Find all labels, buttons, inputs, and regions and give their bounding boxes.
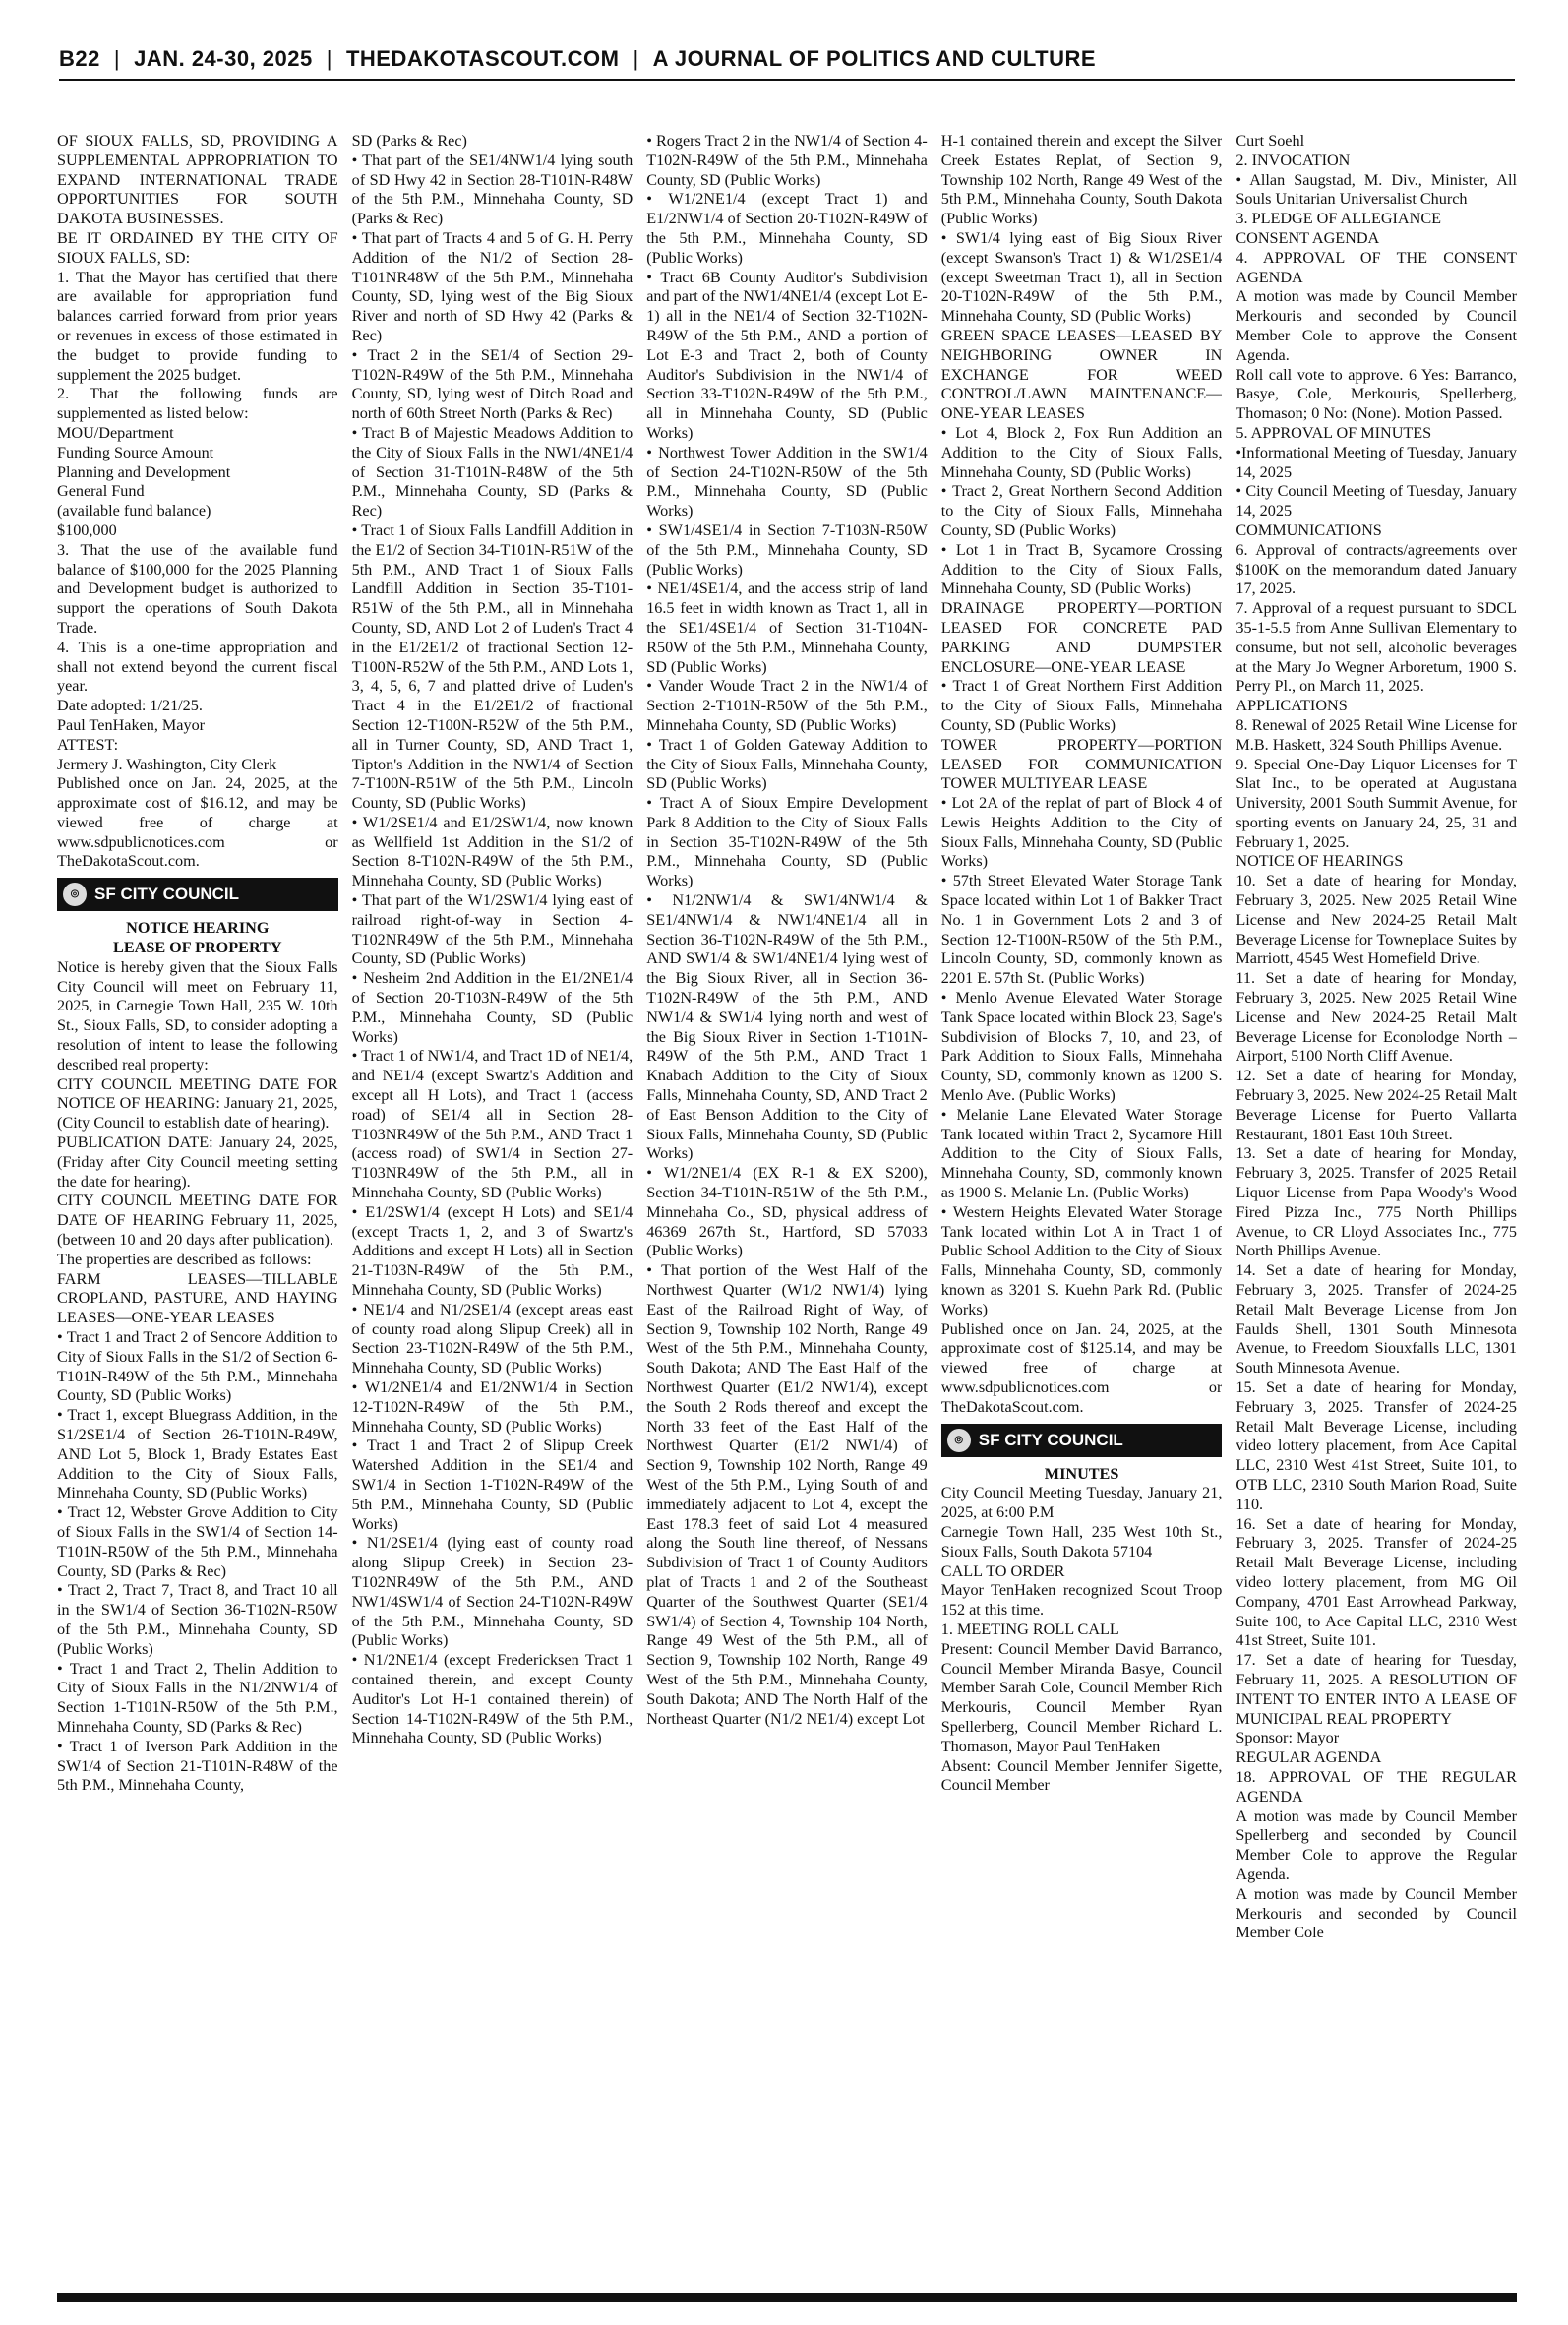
notice-paragraph: • Tract 2 in the SE1/4 of Section 29-T102N-R49W of the 5th P.M., Minnehaha County, SD, lying west of Ditch Road and north of 60th Street North (Parks & Rec) <box>351 345 633 423</box>
notice-paragraph: • Menlo Avenue Elevated Water Storage Tank Space located within Block 23, Sage's Subdivision of Blocks 7, 10, and 23, of Park Addition to Sioux Falls, Minnehaha County, SD, commonly known as 1200 S. Menlo Ave. (Public Works) <box>940 989 1223 1105</box>
notice-paragraph: Carnegie Town Hall, 235 West 10th St., Sioux Falls, South Dakota 57104 <box>940 1522 1223 1560</box>
section-banner-label: SF CITY COUNCIL <box>978 1430 1123 1449</box>
issue-date: JAN. 24-30, 2025 <box>134 46 313 71</box>
notice-paragraph: • W1/2SE1/4 and E1/2SW1/4, now known as Wellfield 1st Addition in the S1/2 of Section 8-T102N-R49W of the 5th P.M., Minnehaha County, SD (Public Works) <box>351 813 633 890</box>
notice-paragraph: $100,000 <box>57 520 117 539</box>
notice-paragraph: Notice is hereby given that the Sioux Falls City Council will meet on February 11, 2025, in Carnegie Town Hall, 235 W. 10th St., Sioux Falls, SD, to consider adopting a resolution of intent to lease the following described real property: <box>57 957 338 1073</box>
notice-paragraph: • SW1/4 lying east of Big Sioux River (except Swanson's Tract 1) & W1/2SE1/4 (except Sweetman Tract 1), all in Section 20-T102N-R49W of the 5th P.M., Minnehaha County, SD (Public Works) <box>940 228 1223 326</box>
notice-paragraph: • Nesheim 2nd Addition in the E1/2NE1/4 of Section 20-T103N-R49W of the 5th P.M., Minnehaha County, SD (Public Works) <box>351 969 633 1046</box>
column-2 <box>352 132 633 2289</box>
notice-paragraph: • Tract 12, Webster Grove Addition to City of Sioux Falls in the SW1/4 of Section 14-T101N-R50W of the 5th P.M., Minnehaha County, SD (Parks & Rec) <box>57 1503 338 1580</box>
notice-paragraph: Jermery J. Washington, City Clerk <box>57 755 277 773</box>
section-banner <box>941 1424 1223 1457</box>
notice-paragraph: • 57th Street Elevated Water Storage Tank Space located within Lot 1 of Bakker Tract No. 1 in Government Lots 2 and 3 of Section 12-T100N-R50W of the 5th P.M., Lincoln County, SD, commonly known as 2201 E. 57th St. (Public Works) <box>940 872 1223 988</box>
notice-paragraph: • Western Heights Elevated Water Storage Tank located within Lot A in Tract 1 of Public School Addition to the City of Sioux Falls, Minnehaha County, SD, commonly known as 3201 S. Kuehn Park Rd. (Public Works) <box>940 1202 1223 1318</box>
notice-paragraph: 16. Set a date of hearing for Monday, February 3, 2025. Transfer of 2024-25 Retail Malt Beverage License, including video lottery placement, from MG Oil Company, 4701 East Arrowhead Parkway, Suite 100, to Ace Capital LLC, 2310 West 41st Street, Suite 101. <box>1236 1514 1517 1650</box>
notice-paragraph: Published once on Jan. 24, 2025, at the approximate cost of $16.12, and may be viewed free of charge at www.sdpublicnotices.com or TheDakotaScout.com. <box>57 774 338 871</box>
notice-paragraph: • That part of the SE1/4NW1/4 lying south of SD Hwy 42 in Section 28-T101N-R48W of the 5th P.M., Minnehaha County, SD (Parks & Rec) <box>351 151 633 228</box>
notice-paragraph: • Tract 1 of NW1/4, and Tract 1D of NE1/4, and NE1/4 (except Swartz's Addition and except all H Lots), and Tract 1 (access road) of SE1/4 all in Section 28-T103NR49W of the 5th P.M., AND Tract 1 (access road) of SW1/4 in Section 27-T103NR49W of the 5th P.M., all in Minnehaha County, SD (Public Works) <box>351 1047 633 1202</box>
notice-paragraph: • Lot 2A of the replat of part of Block 4 of Lewis Heights Addition to the City of Sioux Falls, Minnehaha County, SD (Public Works) <box>940 794 1223 871</box>
notice-heading: LEASE OF PROPERTY <box>113 939 282 957</box>
notice-paragraph: • Tract 2, Great Northern Second Addition to the City of Sioux Falls, Minnehaha County, SD (Public Works) <box>940 482 1223 539</box>
notice-paragraph: 12. Set a date of hearing for Monday, February 3, 2025. New 2024-25 Retail Malt Beverage License for Puerto Vallarta Restaurant, 1801 East 10th Street. <box>1236 1067 1517 1143</box>
notice-paragraph: • Tract 6B County Auditor's Subdivision and part of the NW1/4NE1/4 (except Lot E-1) all in the NE1/4 of Section 32-T102N-R49W of the 5th P.M., AND a portion of Lot E-3 and Tract 2, both of County Auditor's Subdivision in the NW1/4 of Section 33-T102N-R49W of the 5th P.M., all in Minnehaha County, SD (Public Works) <box>646 268 928 442</box>
notice-paragraph: • Lot 4, Block 2, Fox Run Addition an Addition to the City of Sioux Falls, Minnehaha County, SD (Public Works) <box>940 423 1223 481</box>
column-3 <box>646 132 928 2289</box>
notice-paragraph: 18. APPROVAL OF THE REGULAR AGENDA <box>1236 1767 1517 1805</box>
notice-paragraph: Sponsor: Mayor <box>1236 1729 1340 1747</box>
section-banner <box>57 878 338 911</box>
notice-paragraph: 10. Set a date of hearing for Monday, February 3, 2025. New 2025 Retail Wine License and New 2024-25 Retail Malt Beverage License for Towneplace Suites by Marriott, 4545 West Homefield Drive. <box>1236 872 1517 968</box>
notice-paragraph: •Informational Meeting of Tuesday, January 14, 2025 <box>1236 443 1517 481</box>
notice-paragraph: • Tract 2, Tract 7, Tract 8, and Tract 10 all in the SW1/4 of Section 36-T102N-R50W of the 5th P.M., Minnehaha County, SD (Public Works) <box>57 1581 338 1658</box>
notice-paragraph: CITY COUNCIL MEETING DATE FOR NOTICE OF HEARING: January 21, 2025, (City Council to establish date of hearing). <box>57 1074 338 1132</box>
scout-logo-icon: ◎ <box>947 1429 971 1452</box>
notice-paragraph: • Lot 1 in Tract B, Sycamore Crossing Addition to the City of Sioux Falls, Minnehaha County, SD (Public Works) <box>940 540 1223 598</box>
notice-paragraph: 11. Set a date of hearing for Monday, February 3, 2025. New 2025 Retail Wine License and New 2024-25 Retail Malt Beverage License for Econolodge North – Airport, 5100 North Cliff Avenue. <box>1236 969 1517 1066</box>
notice-paragraph: 4. This is a one-time appropriation and shall not extend beyond the current fiscal year. <box>57 638 338 696</box>
notice-paragraph: Mayor TenHaken recognized Scout Troop 152 at this time. <box>940 1581 1223 1620</box>
notice-paragraph: REGULAR AGENDA <box>1236 1748 1382 1767</box>
tagline: A JOURNAL OF POLITICS AND CULTURE <box>652 46 1097 71</box>
column-1 <box>57 132 338 2289</box>
page-header <box>59 39 1515 81</box>
notice-paragraph: • Tract 1 of Golden Gateway Addition to the City of Sioux Falls, Minnehaha County, SD (Public Works) <box>646 735 928 793</box>
notice-paragraph: • W1/2NE1/4 (except Tract 1) and E1/2NW1/4 of Section 20-T102N-R49W of the 5th P.M., Minnehaha County, SD (Public Works) <box>646 190 928 267</box>
notice-paragraph: Present: Council Member David Barranco, Council Member Miranda Basye, Council Member Sarah Cole, Council Member Rich Merkouris, Council Member Ryan Spellerberg, Council Member Richard L. Thomason, Mayor Paul TenHaken <box>940 1639 1223 1755</box>
notice-paragraph: • Northwest Tower Addition in the SW1/4 of Section 24-T102N-R50W of the 5th P.M., Minnehaha County, SD (Public Works) <box>646 443 928 520</box>
notice-paragraph: • W1/2NE1/4 (EX R-1 & EX S200), Section 34-T101N-R51W of the 5th P.M., Minnehaha Co., SD, physical address of 46369 267th St., Hartford, SD 57033 (Public Works) <box>646 1164 928 1260</box>
notice-paragraph: PUBLICATION DATE: January 24, 2025, (Friday after City Council meeting setting the date for hearing). <box>57 1133 338 1191</box>
notice-paragraph: 2. INVOCATION <box>1236 151 1351 169</box>
scout-logo-icon: ◎ <box>63 883 87 906</box>
notice-paragraph: • Tract 1, except Bluegrass Addition, in the S1/2SE1/4 of Section 26-T101N-R49W, AND Lot 5, Block 1, Brady Estates East Addition to the City of Sioux Falls, Minnehaha County, SD (Public Works) <box>57 1406 338 1502</box>
notice-paragraph: 3. PLEDGE OF ALLEGIANCE <box>1236 210 1442 228</box>
notice-paragraph: 14. Set a date of hearing for Monday, February 3, 2025. Transfer of 2024-25 Retail Malt Beverage License from Jon Faulds Shell, 1301 South Minnesota Avenue, to Freedom Siouxfalls LLC, 1301 South Minnesota Avenue. <box>1236 1261 1517 1377</box>
notice-paragraph: FARM LEASES—TILLABLE CROPLAND, PASTURE, AND HAYING LEASES—ONE-YEAR LEASES <box>57 1269 338 1327</box>
column-5 <box>1236 132 1517 2289</box>
notice-paragraph: • E1/2SW1/4 (except H Lots) and SE1/4 (except Tracts 1, 2, and 3 of Swartz's Additions and except H Lots) all in Section 21-T103N-R49W of the 5th P.M., Minnehaha County, SD (Public Works) <box>351 1202 633 1300</box>
notice-paragraph: 1. That the Mayor has certified that there are available for appropriation fund balances carried forward from prior years or revenues in excess of those estimated in the budget to provide funding to supplement the 2025 budget. <box>57 268 338 384</box>
notice-paragraph: 13. Set a date of hearing for Monday, February 3, 2025. Transfer of 2025 Retail Liquor License from Papa Woody's Wood Fired Pizza Inc., 775 North Phillips Avenue, to CR Lloyd Associates Inc., 775 North Phillips Avenue. <box>1236 1144 1517 1260</box>
notice-paragraph: 6. Approval of contracts/agreements over $100K on the memorandum dated January 17, 2025. <box>1236 540 1517 598</box>
notice-paragraph: (available fund balance) <box>57 502 211 520</box>
notice-paragraph: H-1 contained therein and except the Silver Creek Estates Replat, of Section 9, Township 102 North, Range 49 West of the 5th P.M., Minnehaha County, South Dakota (Public Works) <box>940 132 1223 228</box>
notice-paragraph: City Council Meeting Tuesday, January 21, 2025, at 6:00 P.M <box>940 1484 1223 1522</box>
site-name: THEDAKOTASCOUT.COM <box>345 46 620 71</box>
notice-paragraph: A motion was made by Council Member Merkouris and seconded by Council Member Cole <box>1236 1884 1517 1942</box>
notice-paragraph: • SW1/4SE1/4 in Section 7-T103N-R50W of the 5th P.M., Minnehaha County, SD (Public Works) <box>646 520 928 579</box>
notice-paragraph: ATTEST: <box>57 735 119 754</box>
notice-paragraph: A motion was made by Council Member Spellerberg and seconded by Council Member Cole to approve the Regular Agenda. <box>1236 1806 1517 1883</box>
notice-paragraph: • Allan Saugstad, M. Div., Minister, All Souls Unitarian Universalist Church <box>1236 170 1517 209</box>
notice-paragraph: CALL TO ORDER <box>940 1561 1065 1580</box>
notice-paragraph: • N1/2SE1/4 (lying east of county road along Slipup Creek) in Section 23-T102NR49W of the 5th P.M., AND NW1/4SW1/4 of Section 24-T102N-R49W of the 5th P.M., Minnehaha County, SD (Public Works) <box>351 1534 633 1650</box>
notice-paragraph: • NE1/4 and N1/2SE1/4 (except areas east of county road along Slipup Creek) all in Section 23-T102N-R49W of the 5th P.M., Minnehaha County, SD (Public Works) <box>351 1300 633 1377</box>
notice-paragraph: • City Council Meeting of Tuesday, January 14, 2025 <box>1236 482 1517 520</box>
page-number: B22 <box>59 46 100 71</box>
header-separator: | <box>326 46 332 71</box>
notice-paragraph: 3. That the use of the available fund balance of $100,000 for the 2025 Planning and Development budget is authorized to support the operations of South Dakota Trade. <box>57 540 338 637</box>
notice-paragraph: Published once on Jan. 24, 2025, at the approximate cost of $125.14, and may be viewed free of charge at www.sdpublicnotices.com or TheDakotaScout.com. <box>940 1319 1223 1416</box>
notice-heading: MINUTES <box>1044 1464 1119 1483</box>
notice-paragraph: 1. MEETING ROLL CALL <box>940 1620 1119 1638</box>
notice-paragraph: Funding Source Amount <box>57 443 214 461</box>
notice-paragraph: 8. Renewal of 2025 Retail Wine License for M.B. Haskett, 324 South Phillips Avenue. <box>1236 715 1517 754</box>
notice-paragraph: • N1/2NW1/4 & SW1/4NW1/4 & SE1/4NW1/4 & NW1/4NE1/4 all in Section 36-T102N-R49W of the 5th P.M., AND SW1/4 & SW1/4NE1/4 lying west of the Big Sioux River, all in Section 36-T102N-R49W of the 5th P.M., AND NW1/4 & SW1/4 lying north and west of the Big Sioux River in Section 1-T101N-R49W of the 5th P.M., AND Tract 1 Knabach Addition to the City of Sioux Falls, Minnehaha County, SD, AND Tract 2 of East Benson Addition to the City of Sioux Falls, Minnehaha County, SD (Public Works) <box>646 891 928 1163</box>
notice-paragraph: COMMUNICATIONS <box>1236 520 1382 539</box>
notice-paragraph: 17. Set a date of hearing for Tuesday, February 11, 2025. A RESOLUTION OF INTENT TO ENTER INTO A LEASE OF MUNICIPAL REAL PROPERTY <box>1236 1651 1517 1728</box>
notice-paragraph: APPLICATIONS <box>1236 697 1348 715</box>
header-separator: | <box>113 46 121 71</box>
column-4 <box>941 132 1223 2289</box>
notice-paragraph: MOU/Department <box>57 423 174 442</box>
legal-notices-columns <box>57 132 1517 2289</box>
notice-paragraph: General Fund <box>57 482 145 501</box>
notice-paragraph: • Tract 1 and Tract 2 of Slipup Creek Watershed Addition in the SE1/4 and SW1/4 in Section 1-T102N-R49W of the 5th P.M., Minnehaha County, SD (Public Works) <box>351 1437 633 1533</box>
notice-paragraph: 5. APPROVAL OF MINUTES <box>1236 423 1432 442</box>
notice-paragraph: 4. APPROVAL OF THE CONSENT AGENDA <box>1236 248 1517 286</box>
notice-paragraph: • Tract 1 of Iverson Park Addition in the SW1/4 of Section 21-T101N-R48W of the 5th P.M., Minnehaha County, <box>57 1737 338 1795</box>
notice-paragraph: 2. That the following funds are supplemented as listed below: <box>57 385 338 423</box>
notice-paragraph: 7. Approval of a request pursuant to SDCL 35-1-5.5 from Anne Sullivan Elementary to consume, but not sell, alcoholic beverages at the Mary Jo Wegner Arboretum, 1900 S. Perry Pl., on March 11, 2025. <box>1236 599 1517 696</box>
notice-paragraph: Date adopted: 1/21/25. <box>57 697 203 715</box>
notice-paragraph: 15. Set a date of hearing for Monday, February 3, 2025. Transfer of 2024-25 Retail Malt Beverage License, including video lottery placement, from Ace Capital LLC, 2310 West 41st Street, Suite 101, to OTB LLC, 2310 South Marion Road, Suite 110. <box>1236 1378 1517 1513</box>
notice-paragraph: 9. Special One-Day Liquor Licenses for T Slat Inc., to be operated at Augustana University, 2001 South Summit Avenue, for sporting events on January 24, 25, 31 and February 1, 2025. <box>1236 755 1517 851</box>
notice-paragraph: TOWER PROPERTY—PORTION LEASED FOR COMMUNICATION TOWER MULTIYEAR LEASE <box>940 735 1223 793</box>
notice-paragraph: • Rogers Tract 2 in the NW1/4 of Section 4-T102N-R49W of the 5th P.M., Minnehaha County, SD (Public Works) <box>646 132 928 189</box>
notice-paragraph: GREEN SPACE LEASES—LEASED BY NEIGHBORING OWNER IN EXCHANGE FOR WEED CONTROL/LAWN MAINTENANCE—ONE-YEAR LEASES <box>940 326 1223 423</box>
notice-paragraph: • N1/2NE1/4 (except Fredericksen Tract 1 contained therein, and except County Auditor's Lot H-1 contained therein) of Section 14-T102N-R49W of the 5th P.M., Minnehaha County, SD (Public Works) <box>351 1651 633 1747</box>
notice-paragraph: Planning and Development <box>57 462 231 481</box>
notice-paragraph: • Melanie Lane Elevated Water Storage Tank located within Tract 2, Sycamore Hill Addition to the City of Sioux Falls, Minnehaha County, SD, commonly known as 1900 S. Melanie Ln. (Public Works) <box>940 1105 1223 1202</box>
notice-paragraph: • Tract 1 and Tract 2, Thelin Addition to City of Sioux Falls in the N1/2NW1/4 of Section 1-T101N-R50W of the 5th P.M., Minnehaha County, SD (Parks & Rec) <box>57 1659 338 1736</box>
notice-paragraph: The properties are described as follows: <box>57 1250 312 1268</box>
section-banner-label: SF CITY COUNCIL <box>94 885 240 904</box>
notice-paragraph: • That part of Tracts 4 and 5 of G. H. Perry Addition of the N1/2 of Section 28-T101NR48W of the 5th P.M., Minnehaha County, SD, lying west of the Big Sioux River and north of SD Hwy 42 (Parks & Rec) <box>351 228 633 344</box>
notice-heading: NOTICE HEARING <box>126 919 270 938</box>
notice-paragraph: Roll call vote to approve. 6 Yes: Barranco, Basye, Cole, Merkouris, Spellerberg, Thomason; 0 No: (None). Motion Passed. <box>1236 365 1517 423</box>
bottom-rule <box>57 2293 1517 2302</box>
notice-paragraph: • Vander Woude Tract 2 in the NW1/4 of Section 2-T101N-R50W of the 5th P.M., Minnehaha County, SD (Public Works) <box>646 677 928 734</box>
notice-paragraph: A motion was made by Council Member Merkouris and seconded by Council Member Cole to approve the Consent Agenda. <box>1236 287 1517 364</box>
notice-paragraph: Curt Soehl <box>1236 132 1305 150</box>
notice-paragraph: OF SIOUX FALLS, SD, PROVIDING A SUPPLEMENTAL APPROPRIATION TO EXPAND INTERNATIONAL TRADE OPPORTUNITIES FOR SOUTH DAKOTA BUSINESSES. <box>57 132 338 228</box>
header-separator: | <box>633 46 639 71</box>
notice-paragraph: CONSENT AGENDA <box>1236 228 1380 247</box>
notice-paragraph: CITY COUNCIL MEETING DATE FOR DATE OF HEARING February 11, 2025, (between 10 and 20 days after publication). <box>57 1192 338 1250</box>
notice-paragraph: • W1/2NE1/4 and E1/2NW1/4 in Section 12-T102N-R49W of the 5th P.M., Minnehaha County, SD (Public Works) <box>351 1378 633 1436</box>
notice-paragraph: DRAINAGE PROPERTY—PORTION LEASED FOR CONCRETE PAD PARKING AND DUMPSTER ENCLOSURE—ONE-YEAR LEASE <box>940 599 1223 676</box>
notice-paragraph: • That part of the W1/2SW1/4 lying east of railroad right-of-way in Section 4-T102NR49W of the 5th P.M., Minnehaha County, SD (Public Works) <box>351 891 633 968</box>
notice-paragraph: • Tract 1 and Tract 2 of Sencore Addition to City of Sioux Falls in the S1/2 of Section 6-T101N-R49W of the 5th P.M., Minnehaha County, SD (Public Works) <box>57 1328 338 1405</box>
notice-paragraph: • Tract 1 of Sioux Falls Landfill Addition in the E1/2 of Section 34-T101N-R51W of the 5th P.M., AND Tract 1 of Sioux Falls Landfill Addition in Section 35-T101-R51W of the 5th P.M., all in Minnehaha County, SD, AND Lot 2 of Luden's Tract 4 in the E1/2E1/2 of fractional Section 12-T100N-R52W of the 5th P.M., AND Lots 1, 3, 4, 5, 6, 7 and platted drive of Luden's Tract 4 in the E1/2E1/2 of fractional Section 12-T100N-R52W of the 5th P.M., all in Turner County, SD, AND Tract 1, Tipton's Addition in the NW1/4 of Section 7-T100N-R51W of the 5th P.M., Lincoln County, SD (Public Works) <box>351 520 633 813</box>
notice-paragraph: • Tract 1 of Great Northern First Addition to the City of Sioux Falls, Minnehaha County, SD (Public Works) <box>940 677 1223 734</box>
notice-paragraph: BE IT ORDAINED BY THE CITY OF SIOUX FALLS, SD: <box>57 228 338 267</box>
notice-paragraph: Paul TenHaken, Mayor <box>57 715 206 734</box>
notice-paragraph: SD (Parks & Rec) <box>351 132 467 150</box>
notice-paragraph: NOTICE OF HEARINGS <box>1236 852 1404 871</box>
notice-paragraph: • Tract A of Sioux Empire Development Park 8 Addition to the City of Sioux Falls in Section 35-T102N-R49W of the 5th P.M., Minnehaha County, SD (Public Works) <box>646 794 928 890</box>
notice-paragraph: • NE1/4SE1/4, and the access strip of land 16.5 feet in width known as Tract 1, all in the SE1/4SE1/4 of Section 31-T104N-R50W of the 5th P.M., Minnehaha County, SD (Public Works) <box>646 580 928 676</box>
notice-paragraph: • That portion of the West Half of the Northwest Quarter (W1/2 NW1/4) lying East of the Railroad Right of Way, of Section 9, Township 102 North, Range 49 West of the 5th P.M., Minnehaha County, South Dakota; AND The East Half of the Northwest Quarter (E1/2 NW1/4), except the South 2 Rods thereof and except the North 33 feet of the East Half of the Northwest Quarter (E1/2 NW1/4) of Section 9, Township 102 North, Range 49 West of the 5th P.M., Lying South of and immediately adjacent to Lot 4, except the East 178.3 feet of said Lot 4 measured along the South line thereof, of Nessans Subdivision of Tract 1 of County Auditors plat of Tracts 1 and 2 of the Southeast Quarter of the Southwest Quarter (SE1/4 SW1/4) of Section 4, Township 104 North, Range 49 West of the 5th P.M., all of Section 9, Township 102 North, Range 49 West of the 5th P.M., Minnehaha County, South Dakota; AND The North Half of the Northeast Quarter (N1/2 NE1/4) except Lot <box>646 1261 928 1728</box>
notice-paragraph: • Tract B of Majestic Meadows Addition to the City of Sioux Falls in the NW1/4NE1/4 of Section 31-T101N-R48W of the 5th P.M., Minnehaha County, SD (Parks & Rec) <box>351 423 633 520</box>
notice-paragraph: Absent: Council Member Jennifer Sigette, Council Member <box>940 1756 1223 1795</box>
